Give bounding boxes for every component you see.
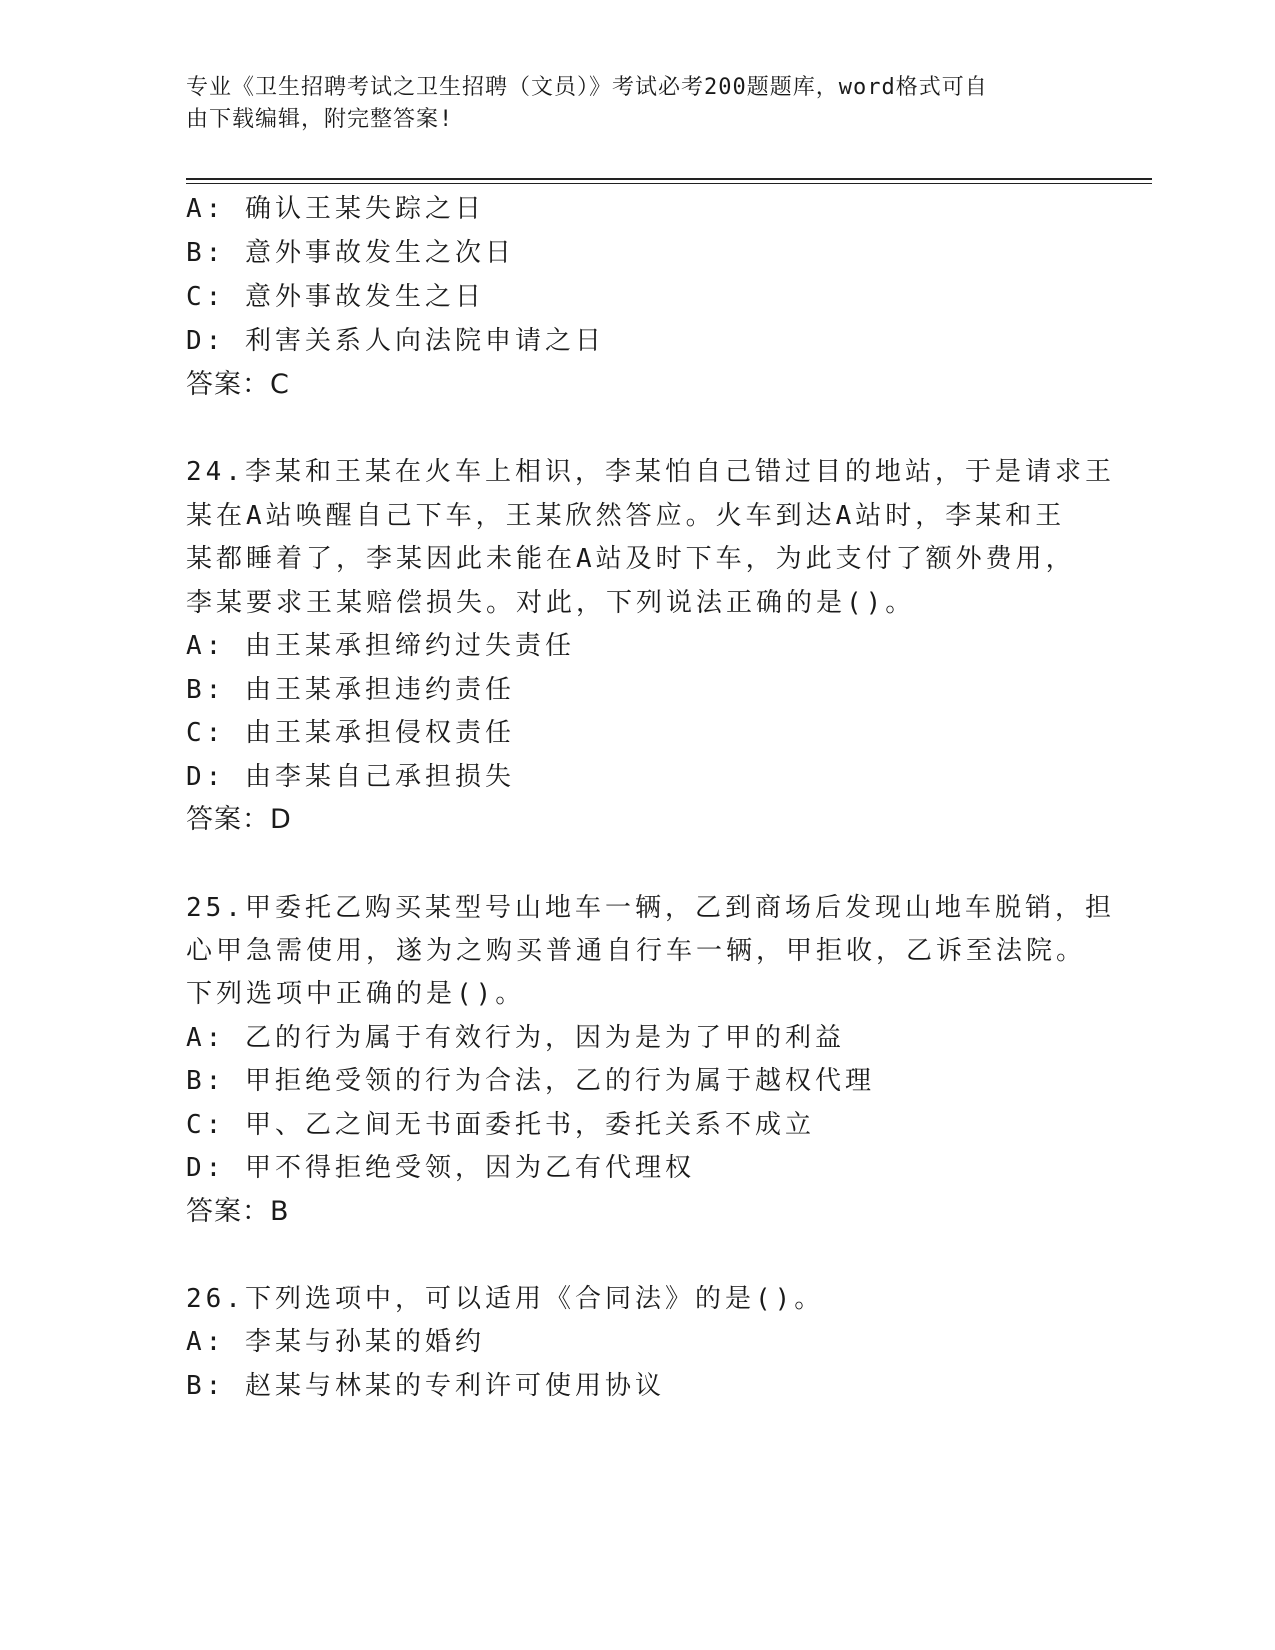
q25-stem-line-2: 心甲急需使用，遂为之购买普通自行车一辆，甲拒收，乙诉至法院。 [186,936,1087,966]
q26-stem-line-1: 26.下列选项中，可以适用《合同法》的是()。 [186,1284,825,1314]
q23-answer: 答案：C [186,369,290,400]
header-divider-thick [186,178,1152,180]
q25-stem-line-1: 25.甲委托乙购买某型号山地车一辆，乙到商场后发现山地车脱销，担 [186,893,1115,923]
q24-stem-line-2: 某在A站唤醒自己下车，王某欣然答应。火车到达A站时，李某和王 [186,501,1066,531]
q24-stem-line-3: 某都睡着了，李某因此未能在A站及时下车，为此支付了额外费用， [186,544,1076,574]
q23-option-b: B: 意外事故发生之次日 [186,238,515,268]
header-line-2: 由下载编辑，附完整答案! [186,107,454,132]
q26-option-b: B: 赵某与林某的专利许可使用协议 [186,1371,665,1401]
q26-option-a: A: 李某与孙某的婚约 [186,1327,485,1357]
header-line-1: 专业《卫生招聘考试之卫生招聘（文员）》考试必考200题题库，word格式可自 [186,75,988,100]
q25-option-b: B: 甲拒绝受领的行为合法，乙的行为属于越权代理 [186,1066,875,1096]
q25-stem-line-3: 下列选项中正确的是()。 [186,979,526,1009]
q25-option-a: A: 乙的行为属于有效行为，因为是为了甲的利益 [186,1023,845,1053]
q23-option-c: C: 意外事故发生之日 [186,282,485,312]
q24-option-c: C: 由王某承担侵权责任 [186,718,515,748]
page-header [186,72,1066,136]
q24-answer: 答案：D [186,804,292,835]
header-divider-thin [186,183,1152,184]
q23-option-a: A: 确认王某失踪之日 [186,194,485,224]
q25-option-d: D: 甲不得拒绝受领，因为乙有代理权 [186,1153,695,1183]
q24-option-a: A: 由王某承担缔约过失责任 [186,631,575,661]
q24-option-b: B: 由王某承担违约责任 [186,675,515,705]
q25-option-c: C: 甲、乙之间无书面委托书，委托关系不成立 [186,1110,815,1140]
q25-answer: 答案：B [186,1196,290,1227]
q23-option-d: D: 利害关系人向法院申请之日 [186,326,605,356]
q24-stem-line-1: 24.李某和王某在火车上相识，李某怕自己错过目的地站，于是请求王 [186,457,1115,487]
q24-option-d: D: 由李某自己承担损失 [186,762,515,792]
q24-stem-line-4: 李某要求王某赔偿损失。对此，下列说法正确的是()。 [186,588,916,618]
